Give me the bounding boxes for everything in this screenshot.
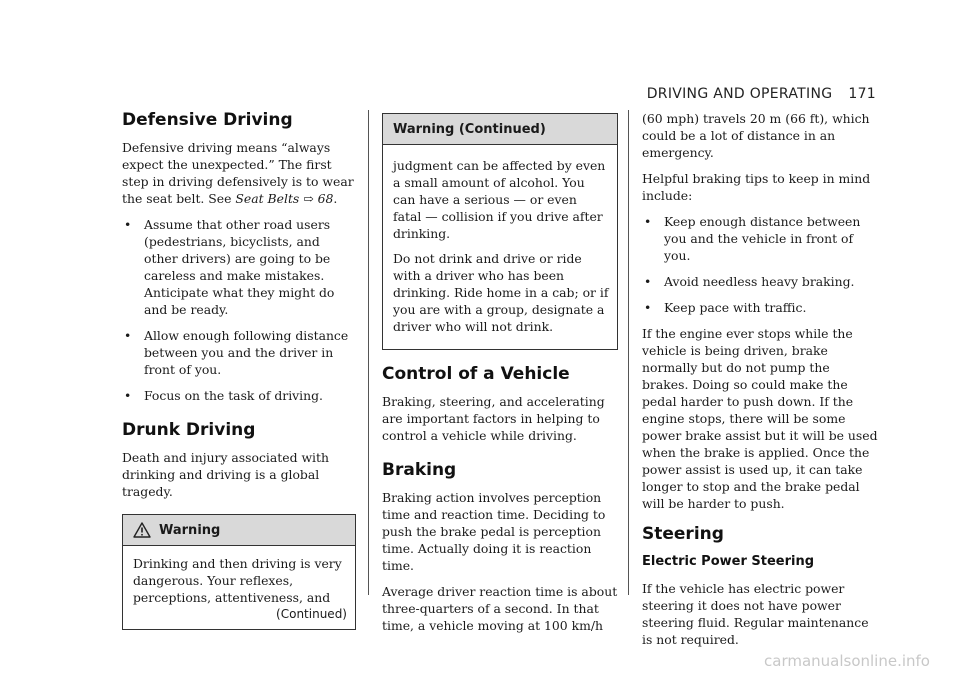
warning-text: Drinking and then driving is very dangerous. Your reflexes, perceptions, attentiveness, and [133, 556, 342, 605]
warning-body [123, 546, 355, 629]
page-number: 171 [848, 86, 876, 102]
list-item: • Keep pace with traffic. [644, 300, 807, 315]
column-3 [642, 108, 880, 657]
warning-text: Do not drink and drive or ride with a driver who has been drinking. Ride home in a cab; or if you are with a group, designate a driver who will not drink. [393, 251, 609, 334]
list-item: • Keep enough distance between you and the vehicle in front of you. [644, 214, 861, 263]
heading-steering: Steering [642, 524, 724, 544]
bullet-icon: • [644, 300, 652, 315]
heading-braking: Braking [382, 460, 457, 480]
heading-defensive-driving: Defensive Driving [122, 110, 293, 130]
heading-electric-power-steering: Electric Power Steering [642, 554, 815, 569]
warning-body [383, 145, 617, 349]
braking-text: Braking action involves perception time and reaction time. Deciding to push the brake pedal is perception time. Actually doing it is reaction time. [382, 490, 606, 573]
xref-seat-belts[interactable]: Seat Belts ⇨ 68 [235, 191, 334, 206]
page-ref-arrow-icon: ⇨ [303, 191, 314, 206]
page-header [647, 86, 876, 102]
section-title: DRIVING AND OPERATING [646, 86, 833, 102]
warning-header [383, 114, 617, 145]
bullet-icon: • [124, 328, 132, 343]
braking-continued-text: (60 mph) travels 20 m (66 ft), which could be a lot of distance in an emergency. [642, 111, 870, 160]
bullet-icon: • [644, 214, 652, 229]
list-item: • Allow enough following distance between you and the driver in front of you. [124, 328, 349, 377]
warning-title: Warning [159, 522, 221, 538]
watermark-text: carmanualsonline.info [764, 652, 930, 670]
column-2 [382, 108, 618, 643]
warning-box [122, 514, 356, 630]
control-text: Braking, steering, and accelerating are important factors in helping to control a vehicle while driving. [382, 394, 605, 443]
bullet-icon: • [124, 388, 132, 403]
column-divider [368, 110, 369, 595]
list-item: • Avoid needless heavy braking. [644, 274, 855, 289]
continued-label: (Continued) [276, 607, 347, 621]
list-item: • Focus on the task of driving. [124, 388, 323, 403]
bullet-icon: • [124, 217, 132, 232]
warning-box-continued [382, 113, 618, 350]
warning-text: judgment can be affected by even a small amount of alcohol. You can have a serious — or even fatal — collision if you drive after drinking. [393, 158, 606, 241]
heading-drunk-driving: Drunk Driving [122, 420, 256, 440]
warning-header [123, 515, 355, 546]
list-item: • Assume that other road users (pedestrians, bicyclists, and other drivers) are going to be careless and make mistakes. Anticipate what they might do and be ready. [124, 217, 335, 317]
braking-tips-intro: Helpful braking tips to keep in mind include: [642, 171, 871, 203]
drunk-driving-text: Death and injury associated with drinking and driving is a global tragedy. [122, 450, 329, 499]
eps-text: If the vehicle has electric power steering it does not have power steering fluid. Regular maintenance is not required. [642, 581, 869, 647]
column-1 [122, 108, 356, 630]
heading-control-of-a-vehicle: Control of a Vehicle [382, 364, 570, 384]
column-divider [628, 110, 629, 595]
warning-triangle-icon [133, 522, 151, 538]
warning-title: Warning (Continued) [393, 121, 546, 137]
bullet-icon: • [644, 274, 652, 289]
defensive-intro: Defensive driving means “always expect the unexpected.” The first step in driving defensively is to wear the seat belt. See Seat Belts ⇨ 68. [122, 140, 354, 206]
braking-text: Average driver reaction time is about three-quarters of a second. In that time, a vehicle moving at 100 km/h [382, 584, 618, 633]
engine-stop-text: If the engine ever stops while the vehicle is being driven, brake normally but do not pump the brakes. Doing so could make the pedal harder to push down. If the engine stops, there will be some power brake assist but it will be used when the brake is applied. Once the power assist is used up, it can take longer to stop and the brake pedal will be harder to push. [642, 326, 878, 511]
